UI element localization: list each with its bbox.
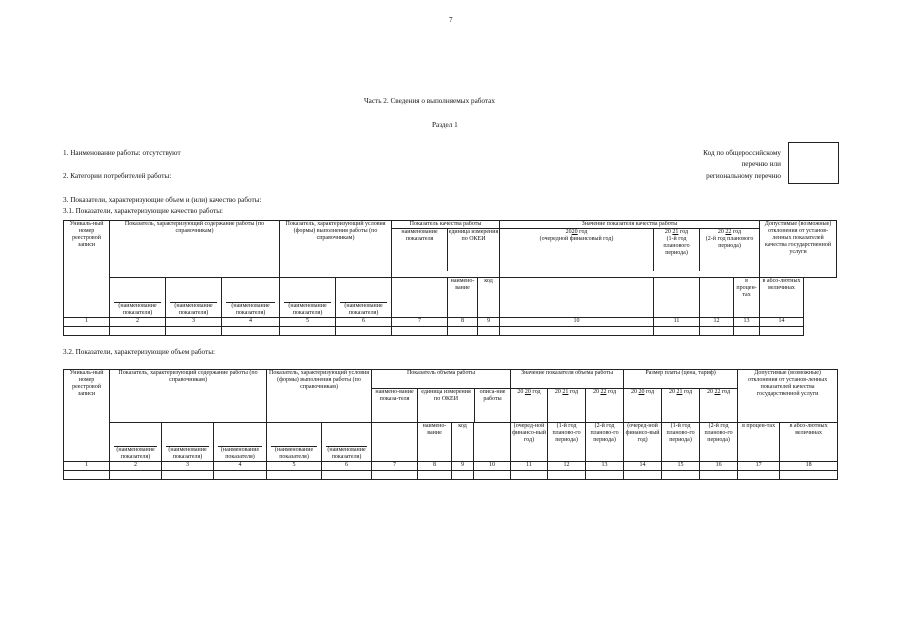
f-year-2: 20 21 год: [662, 389, 700, 422]
sub-name-5: (наименование показателя): [336, 278, 392, 318]
col-deviation: Допустимые (возможные) отклонения от установ-ленных показателей качества государственной услуги: [760, 221, 837, 278]
col2-volume: Показатель объема работы наимено-вание показа-теля единица измерения по ОКЕИ описа-ние работы: [372, 370, 511, 423]
v-year-3: 20 22 год: [592, 389, 617, 395]
col2-deviation: Допустимые (возможные) отклонения от установ-ленных показателей качества государственной услуги: [738, 370, 838, 423]
unit2-header: единица измерения по ОКЕИ: [418, 389, 475, 422]
work-name: 1. Наименование работы: отсутствуют: [63, 149, 181, 157]
v-sub-name-2: (наименование показателя): [162, 423, 214, 462]
f-year-1-desc: (очеред-ной финансо-вый год): [624, 423, 662, 462]
indicators-label: 3. Показатели, характеризующие объем и (или) качество работы:: [63, 196, 262, 204]
unit-name: наимено-вание: [448, 278, 478, 318]
code-label-1: Код по общероссийскому: [703, 149, 781, 157]
f-year-3-desc: (2-й год планово-го периода): [700, 423, 738, 462]
v-year-3-desc: (2-й год планово-го периода): [586, 423, 624, 462]
v-year-1-desc: (очеред-ной финансо-вый год): [511, 423, 548, 462]
part-title: Часть 2. Сведения о выполняемых работах: [364, 97, 495, 105]
year-3: 20 22 год (2-й год планового периода): [705, 229, 754, 249]
v-sub-name-3: (наименование показателя): [214, 423, 267, 462]
dev2-pct: в процен-тах: [738, 423, 780, 462]
empty-row-2: [64, 471, 838, 480]
code-box: [788, 142, 839, 184]
col2-value: Значение показателя объема работы 20 20 год 20 21 год 20 22 год: [511, 370, 624, 423]
col2-fee: Размер платы (цена, тариф) 20 20 год 20 21 год 20 22 год: [624, 370, 738, 423]
volume-name: наимено-вание показа-теля: [372, 389, 418, 422]
code-label-3: региональному перечню: [706, 172, 781, 180]
consumers-label: 2. Категории потребителей работы:: [63, 172, 172, 180]
page-number: 7: [449, 16, 453, 24]
dev-abs: в абсо-лютных величинах: [760, 278, 804, 318]
f-year-2-desc: (1-й год планово-го периода): [662, 423, 700, 462]
year-1: 2020 год (очередной финансовый год): [500, 229, 654, 271]
volume-heading: 3.2. Показатели, характеризующие объем работы:: [63, 348, 216, 356]
year-2: 20 21 год (1-й год планового периода): [654, 229, 700, 271]
v-year-2-desc: (1-й год планово-го периода): [548, 423, 586, 462]
col2-content: Показатель, характеризующий содержание работы (по справочникам): [110, 370, 267, 423]
empty-row: [64, 327, 837, 336]
sub-name-3: (наименование показателя): [222, 278, 280, 318]
sub-name-4: (наименование показателя): [280, 278, 336, 318]
v-sub-name-1: (наименование показателя): [110, 423, 162, 462]
col-quality: Показатель качества работы наименование показателя единица измерения по ОКЕИ: [392, 221, 500, 278]
quality-name-cont: [392, 278, 448, 318]
dev-pct: в процен-тах: [734, 278, 760, 318]
quality-table: [63, 220, 837, 336]
quality-heading: 3.1. Показатели, характеризующие качество работы:: [63, 207, 224, 215]
dev2-abs: в абсо-лютных величинах: [780, 423, 838, 462]
number-row-2: 1 2 3 4 5 6 7 8 9 10 11 12 13 14 15 16 17 18: [64, 462, 838, 471]
col-value: Значение показателя качества работы 2020 год (очередной финансовый год) 20 21 год (1-й год планового периода) 20 22 год (2-й год планового периода): [500, 221, 760, 278]
unit2-code: код: [452, 423, 474, 462]
v-sub-name-4: (наименование показателя): [267, 423, 322, 462]
f-year-3: 20 22 год: [706, 389, 731, 395]
unit2-name: наимено-вание: [418, 423, 452, 462]
unit-header: единица измерения по ОКЕИ: [448, 229, 499, 242]
number-row: 1 2 3 4 5 6 7 8 9 10 11 12 13 14: [64, 318, 837, 327]
unit-code: код: [478, 278, 500, 318]
work-description: описа-ние работы: [479, 389, 506, 402]
quality-name: наименование показателя: [392, 229, 448, 271]
sub-name-1: (наименование показателя): [110, 278, 166, 318]
section-title: Раздел 1: [432, 121, 458, 129]
col2-unique-number: Уникаль-ный номер реестровой записи: [64, 370, 110, 462]
col2-conditions: Показатель, характеризующий условия (формы) выполнения работы (по справочникам): [267, 370, 372, 423]
sub-name-2: (наименование показателя): [166, 278, 222, 318]
code-label-2: перечню или: [741, 160, 781, 168]
col-unique-number: Уникаль-ный номер реестровой записи: [64, 221, 110, 318]
v-year-1: 20 20 год: [511, 389, 548, 422]
col-conditions: Показатель, характеризующий условия (формы) выполнения работы (по справочникам): [280, 221, 392, 278]
volume-table: [63, 369, 838, 480]
col-content: Показатель, характеризующий содержание работы (по справочникам): [110, 221, 280, 278]
v-year-2: 20 21 год: [548, 389, 586, 422]
f-year-1: 20 20 год: [624, 389, 662, 422]
v-sub-name-5: (наименование показателя): [322, 423, 372, 462]
